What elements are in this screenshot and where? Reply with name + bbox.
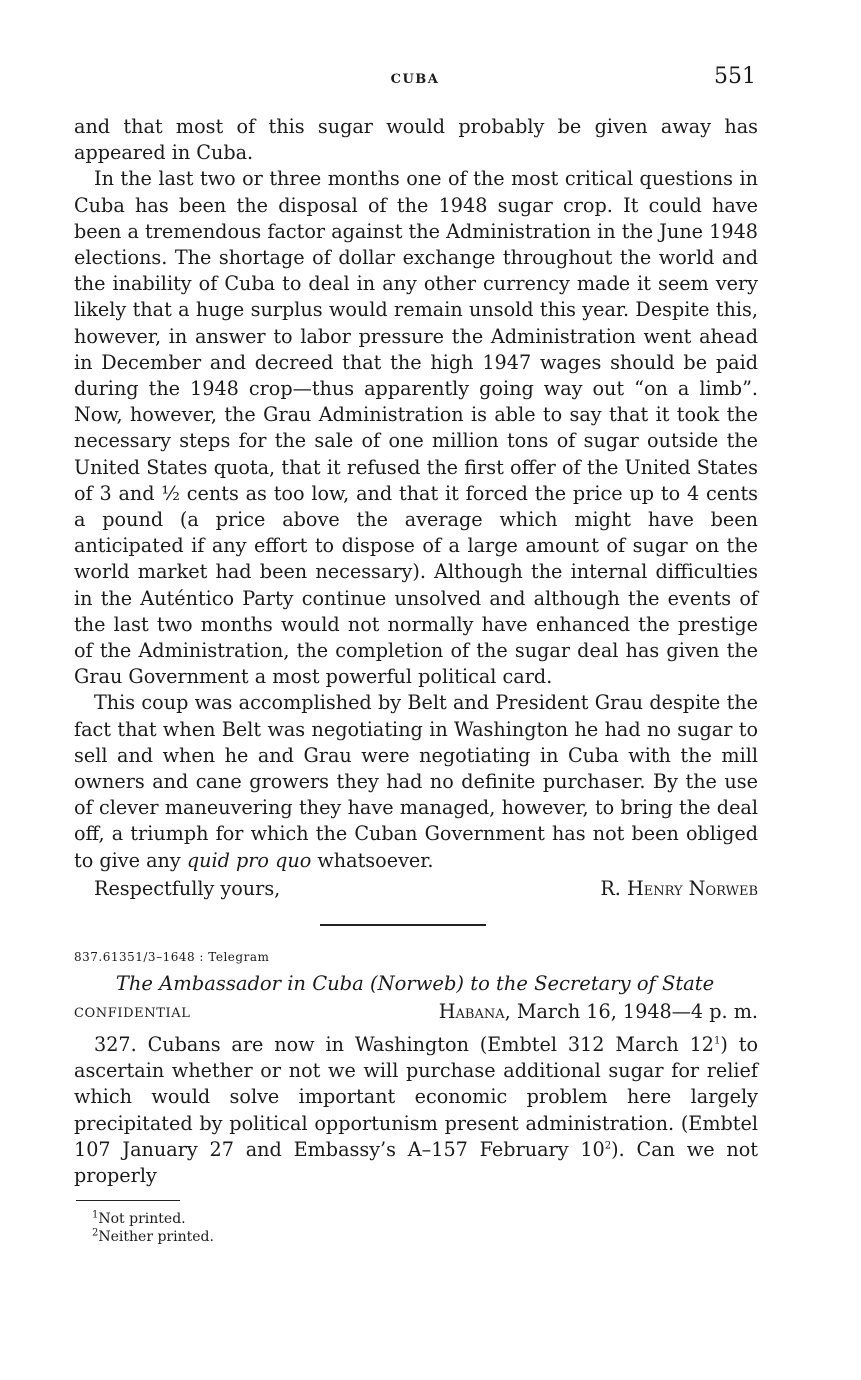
footnote-2-text: Neither printed. — [98, 1229, 214, 1245]
telegram-body — [74, 1032, 758, 1189]
classification: CONFIDENTIAL — [74, 1006, 191, 1021]
telegram-paragraph — [74, 1032, 758, 1189]
paragraph-3-italic: quid pro quo — [186, 848, 312, 872]
running-title: CUBA — [390, 72, 440, 87]
footnote-1 — [92, 1210, 214, 1228]
footnote-1-text: Not printed. — [98, 1211, 186, 1227]
paragraph-3-text: This coup was accomplished by Belt and President Grau despite the fact that when Belt was negotiating in Washington he had no sugar to sell and when he and Grau were negotiating in Cuba with the mill owners and cane growers they had no definite purchaser. By the use of clever maneuvering they have managed, however, to bring the deal off, a triumph for which the Cuban Government has not been obliged to give any — [74, 691, 758, 872]
footnote-2-mark: 2 — [92, 1227, 99, 1239]
document-title: The Ambassador in Cuba (Norweb) to the Secretary of State — [115, 972, 715, 995]
footnote-2 — [92, 1228, 214, 1246]
section-divider — [320, 924, 486, 926]
page-number: 551 — [714, 64, 756, 89]
signature: R. Henry Norweb — [600, 876, 758, 900]
dateline — [439, 1000, 758, 1023]
footnote-rule — [76, 1200, 180, 1201]
footnote-1-mark: 1 — [92, 1209, 99, 1221]
footnote-ref-2: 2 — [604, 1140, 612, 1152]
paragraph-1: and that most of this sugar would probably be given away has appeared in Cuba. — [74, 115, 758, 165]
page-header — [74, 62, 756, 96]
telegram-text-1: 327. Cubans are now in Washington (Embtel 312 March 12 — [94, 1033, 714, 1056]
document-id: 837.61351/3–1648 : Telegram — [74, 950, 270, 964]
telegram-text-2: ) to ascertain whether or not we will purchase additional sugar for relief which would solve important economic problem here largely precipitated by political opportunism present administration. (Embtel 107 January 27 and Embassy’s A–157 February 10 — [74, 1033, 758, 1161]
paragraph-3-end: whatsoever. — [311, 848, 434, 872]
dateline-date: , March 16, 1948—4 p. m. — [504, 1000, 758, 1023]
telegram-text-3: ). Can we not properly — [74, 1137, 758, 1188]
paragraph-3 — [74, 690, 758, 873]
paragraph-2: In the last two or three months one of the most critical questions in Cuba has been the disposal of the 1948 sugar crop. It could have been a tremendous factor against the Administration in the June 1948 elections. The shortage of dollar exchange throughout the world and the inability of Cuba to deal in any other currency made it seem very likely that a huge surplus would remain unsold this year. Despite this, however, in answer to labor pressure the Administration went ahead in December and decreed that the high 1947 wages should be paid during the 1948 crop—thus apparently going way out “on a limb”. Now, however, the Grau Administration is able to say that it took the necessary steps for the sale of one million tons of sugar outside the United States quota, that it refused the first offer of the United States of 3 and ½ cents as too low, and that it forced the price up to 4 cents a pound (a price above the average which might have been anticipated if any effort to dispose of a large amount of sugar on the world market had been necessary). Although the internal difficulties in the Auténtico Party continue unsolved and although the events of the last two months would not normally have enhanced the prestige of the Administration, the completion of the sugar deal has given the Grau Government a most powerful political card. — [74, 167, 758, 689]
dateline-place: Habana — [438, 1000, 505, 1023]
closing-line — [74, 876, 758, 902]
meta-line — [74, 1000, 758, 1026]
closing-salutation: Respectfully yours, — [94, 876, 281, 900]
footnote-ref-1: 1 — [714, 1035, 721, 1047]
footnotes — [92, 1210, 214, 1246]
letter-body — [74, 114, 758, 902]
